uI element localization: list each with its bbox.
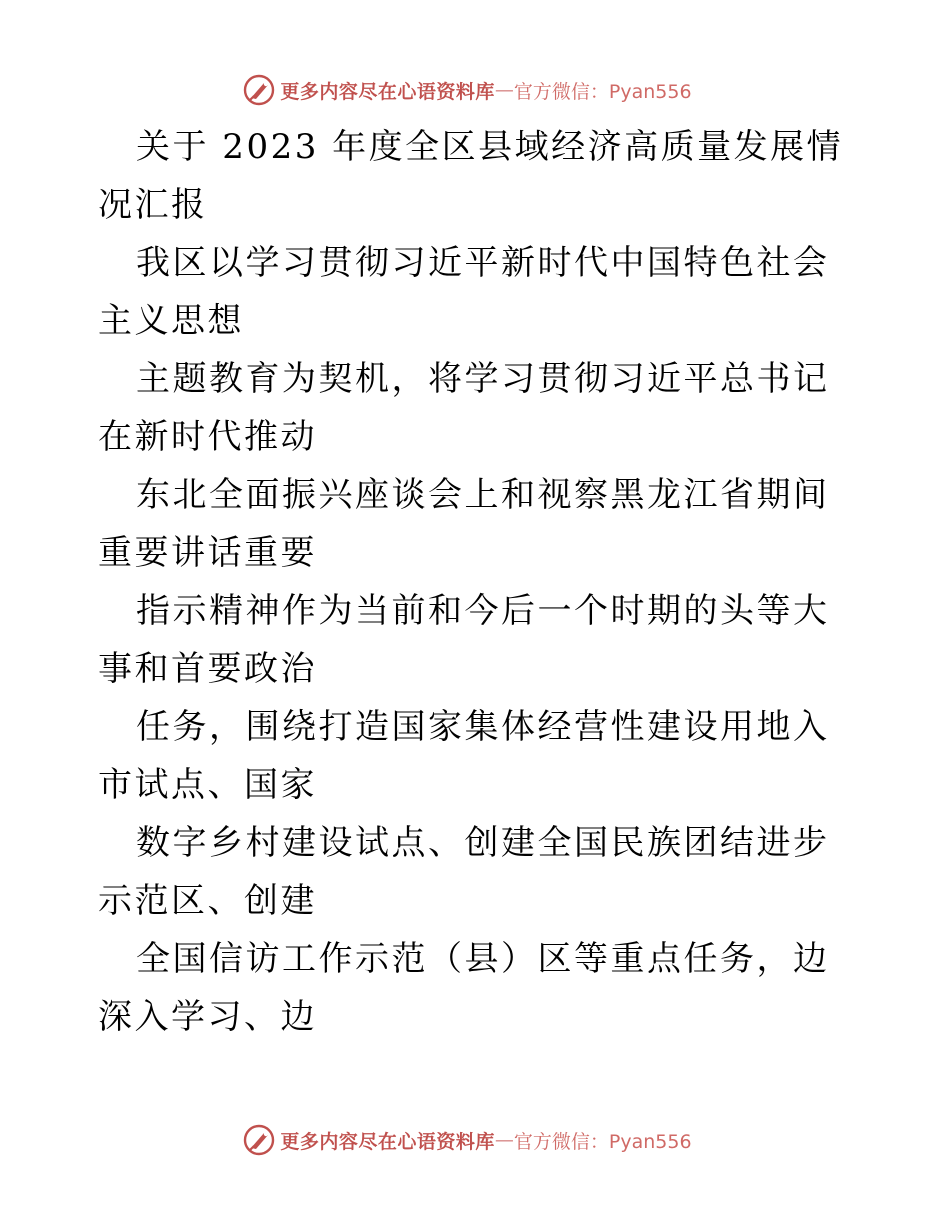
footer-banner-content xyxy=(242,1123,691,1157)
banner-contact: 官方微信：Pyan556 xyxy=(513,1130,692,1153)
document-paragraph: 数字乡村建设试点、创建全国民族团结进步示范区、创建 xyxy=(98,823,830,921)
document-paragraph: 主题教育为契机，将学习贯彻习近平总书记在新时代推动 xyxy=(98,359,830,457)
footer-banner xyxy=(0,1120,950,1160)
document-paragraph: 任务，围绕打造国家集体经营性建设用地入市试点、国家 xyxy=(98,707,830,805)
quill-pen-logo-icon xyxy=(242,73,276,107)
header-banner-content xyxy=(242,73,691,107)
document-title-paragraph: 关于 2023 年度全区县域经济高质量发展情况汇报 xyxy=(98,127,844,225)
document-body xyxy=(98,118,858,1046)
banner-contact: 官方微信：Pyan556 xyxy=(513,80,692,103)
document-paragraph: 我区以学习贯彻习近平新时代中国特色社会主义思想 xyxy=(98,243,830,341)
banner-site-name: 更多内容尽在心语资料库 xyxy=(280,80,495,103)
quill-pen-logo-icon xyxy=(242,1123,276,1157)
document-paragraph: 指示精神作为当前和今后一个时期的头等大事和首要政治 xyxy=(98,591,830,689)
document-paragraph: 全国信访工作示范（县）区等重点任务，边深入学习、边 xyxy=(98,939,830,1037)
document-paragraph: 东北全面振兴座谈会上和视察黑龙江省期间重要讲话重要 xyxy=(98,475,830,573)
banner-dash: — xyxy=(494,79,514,101)
banner-dash: — xyxy=(494,1129,514,1151)
header-banner xyxy=(0,70,950,110)
banner-site-name: 更多内容尽在心语资料库 xyxy=(280,1130,495,1153)
